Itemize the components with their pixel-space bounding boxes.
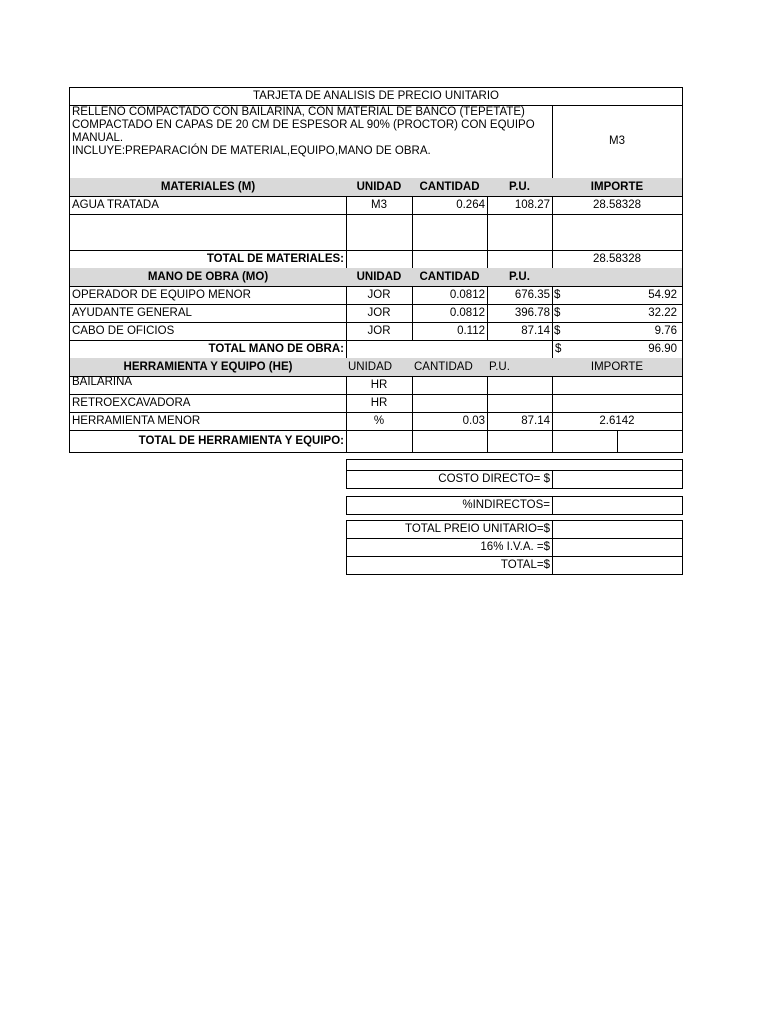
labor-row-qty: 0.112 <box>412 322 488 341</box>
description-line-3: MANUAL. <box>72 131 124 144</box>
total-value <box>552 556 683 575</box>
equipment-header-qty: CANTIDAD <box>412 358 488 377</box>
materials-header-amount: IMPORTE <box>552 178 683 197</box>
materials-header-unit: UNIDAD <box>346 178 413 197</box>
equipment-header-pu: P.U. <box>487 358 553 377</box>
labor-row-unit: JOR <box>346 304 413 323</box>
equipment-row-unit: % <box>346 412 413 431</box>
equipment-row-amount: 2.6142 <box>552 412 683 431</box>
description-line-2: COMPACTADO EN CAPAS DE 20 CM DE ESPESOR AL 90% (PROCTOR) CON EQUIPO <box>72 118 535 131</box>
unit-price-total-label: TOTAL PREIO UNITARIO=$ <box>346 520 553 539</box>
materials-row-amount: 28.58328 <box>552 196 683 215</box>
labor-row-pu: 676.35 <box>487 286 553 305</box>
materials-row-unit: M3 <box>346 196 413 215</box>
materials-row-pu: 108.27 <box>487 196 553 215</box>
equipment-row-pu <box>487 376 553 395</box>
empty-cell <box>346 430 413 453</box>
empty-cell <box>412 214 488 251</box>
equipment-row-concept: BAILARINA <box>69 376 347 395</box>
currency-sign: $ <box>555 342 562 355</box>
labor-row-amount-value: 54.92 <box>648 288 677 301</box>
empty-cell <box>346 340 553 359</box>
empty-cell <box>412 250 488 269</box>
equipment-row-amount <box>552 376 683 395</box>
labor-row-amount <box>552 286 683 305</box>
empty-cell <box>487 250 553 269</box>
materials-row-concept: AGUA TRATADA <box>69 196 347 215</box>
equipment-row-unit: HR <box>346 376 413 395</box>
labor-header-qty: CANTIDAD <box>412 268 488 287</box>
card-title: TARJETA DE ANALISIS DE PRECIO UNITARIO <box>69 87 683 106</box>
description-line-1: RELLENO COMPACTADO CON BAILARINA, CON MATERIAL DE BANCO (TEPETATE) <box>72 106 525 118</box>
labor-row-qty: 0.0812 <box>412 304 488 323</box>
labor-row-concept: OPERADOR DE EQUIPO MENOR <box>69 286 347 305</box>
currency-sign: $ <box>554 324 561 337</box>
labor-row-amount-value: 32.22 <box>648 306 677 319</box>
equipment-header-unit: UNIDAD <box>346 358 413 377</box>
equipment-row-qty: 0.03 <box>412 412 488 431</box>
empty-cell <box>617 430 683 453</box>
equipment-row-unit: HR <box>346 394 413 413</box>
concept-description <box>69 105 553 179</box>
labor-total-label: TOTAL MANO DE OBRA: <box>69 340 347 359</box>
materials-header-concept: MATERIALES (M) <box>69 178 347 197</box>
labor-row-qty: 0.0812 <box>412 286 488 305</box>
labor-row-pu: 87.14 <box>487 322 553 341</box>
materials-total-label: TOTAL DE MATERIALES: <box>69 250 347 269</box>
direct-cost-label: COSTO DIRECTO= $ <box>346 470 553 489</box>
iva-label: 16% I.V.A. =$ <box>346 538 553 557</box>
labor-header-unit: UNIDAD <box>346 268 413 287</box>
empty-cell <box>346 214 413 251</box>
materials-row-qty: 0.264 <box>412 196 488 215</box>
equipment-total-label: TOTAL DE HERRAMIENTA Y EQUIPO: <box>69 430 347 453</box>
materials-header-qty: CANTIDAD <box>412 178 488 197</box>
labor-row-concept: AYUDANTE GENERAL <box>69 304 347 323</box>
labor-total-value <box>552 340 683 359</box>
equipment-header-concept: HERRAMIENTA Y EQUIPO (HE) <box>69 358 347 377</box>
currency-sign: $ <box>554 288 561 301</box>
concept-unit: M3 <box>552 105 683 179</box>
indirects-value <box>552 496 683 515</box>
labor-row-amount-value: 9.76 <box>654 324 677 337</box>
equipment-row-pu <box>487 394 553 413</box>
equipment-header-amount: IMPORTE <box>552 358 683 377</box>
empty-cell <box>69 214 347 251</box>
materials-total-value: 28.58328 <box>552 250 683 269</box>
labor-row-amount <box>552 322 683 341</box>
description-line-4: INCLUYE:PREPARACIÓN DE MATERIAL,EQUIPO,MANO DE OBRA. <box>72 144 431 157</box>
equipment-row-pu: 87.14 <box>487 412 553 431</box>
iva-value <box>552 538 683 557</box>
labor-row-concept: CABO DE OFICIOS <box>69 322 347 341</box>
empty-cell <box>552 430 618 453</box>
unit-price-total-value <box>552 520 683 539</box>
empty-cell <box>346 250 413 269</box>
labor-total-amount: 96.90 <box>648 342 677 355</box>
labor-row-pu: 396.78 <box>487 304 553 323</box>
equipment-row-amount <box>552 394 683 413</box>
labor-row-amount <box>552 304 683 323</box>
equipment-row-qty <box>412 394 488 413</box>
indirects-label: %INDIRECTOS= <box>346 496 553 515</box>
equipment-row-concept: RETROEXCAVADORA <box>69 394 347 413</box>
labor-header-pu: P.U. <box>487 268 553 287</box>
total-label: TOTAL=$ <box>346 556 553 575</box>
currency-sign: $ <box>554 306 561 319</box>
labor-row-unit: JOR <box>346 286 413 305</box>
labor-row-unit: JOR <box>346 322 413 341</box>
empty-cell <box>487 430 553 453</box>
direct-cost-value <box>552 470 683 489</box>
empty-cell <box>412 430 488 453</box>
materials-header-pu: P.U. <box>487 178 553 197</box>
empty-cell <box>487 214 553 251</box>
empty-cell <box>552 214 683 251</box>
equipment-row-concept: HERRAMIENTA MENOR <box>69 412 347 431</box>
labor-header-amount <box>552 268 683 287</box>
equipment-row-qty <box>412 376 488 395</box>
labor-header-concept: MANO DE OBRA (MO) <box>69 268 347 287</box>
